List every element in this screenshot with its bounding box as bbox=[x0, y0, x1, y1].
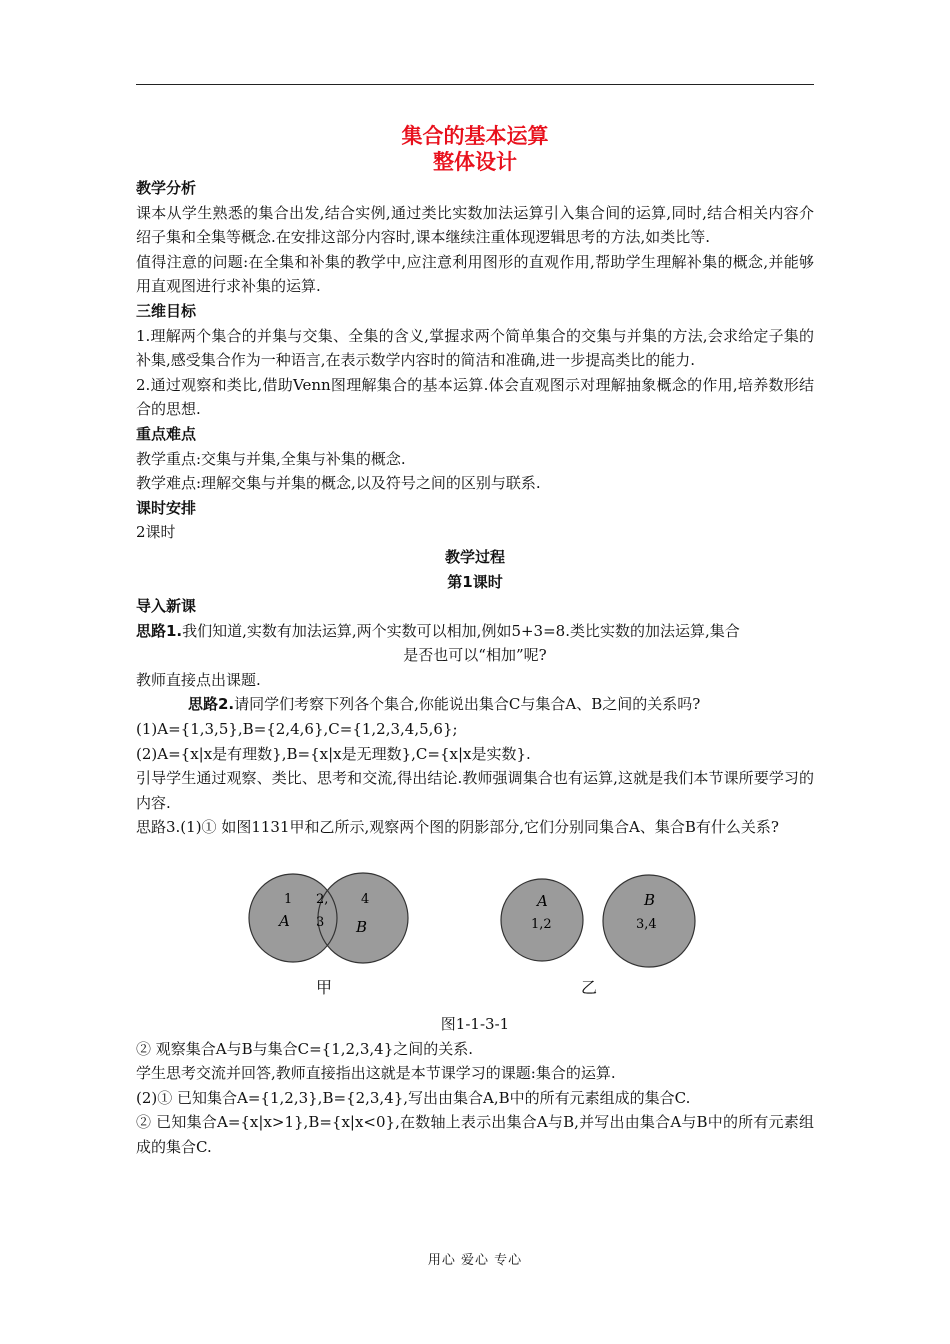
section-heading-key: 重点难点 bbox=[136, 424, 197, 443]
document-subtitle: 整体设计 bbox=[433, 150, 517, 174]
venn-figure bbox=[136, 840, 814, 1008]
idea-3-paragraph: 思路3.(1)① 如图1131甲和乙所示,观察两个图的阴影部分,它们分别同集合A、集合B有什么关系? bbox=[136, 818, 779, 837]
set-example-1: (1)A={1,3,5},B={2,4,6},C={1,2,3,4,5,6}; bbox=[136, 720, 458, 739]
section-heading-analysis: 教学分析 bbox=[136, 179, 197, 197]
venn-diagrams bbox=[136, 840, 814, 1008]
venn-right-a-name: A bbox=[537, 892, 548, 911]
section-heading-process: 教学过程 bbox=[444, 547, 505, 566]
analysis-paragraph-2: 值得注意的问题:在全集和补集的教学中,应注意利用图形的直观作用,帮助学生理解补集的概念,并能够用直观图进行求补集的运算. bbox=[136, 252, 814, 296]
page-footer: 用心 爱心 专心 bbox=[427, 1253, 523, 1268]
section-heading-goals: 三维目标 bbox=[136, 301, 197, 320]
section-heading-hours: 课时安排 bbox=[136, 498, 197, 517]
venn-left-b-name: B bbox=[356, 918, 368, 937]
venn-right-a-values: 1,2 bbox=[531, 917, 552, 933]
after-figure-2: 学生思考交流并回答,教师直接指出这就是本节课学习的课题:集合的运算. bbox=[136, 1064, 616, 1083]
key-point: 教学重点:交集与并集,全集与补集的概念. bbox=[136, 449, 406, 468]
venn-left-group bbox=[249, 873, 408, 963]
figure-caption: 图1-1-3-1 bbox=[440, 1015, 510, 1034]
guide-paragraph: 引导学生通过观察、类比、思考和交流,得出结论.教师强调集合也有运算,这就是我们本节课所要学习的内容. bbox=[136, 769, 814, 812]
venn-right-b-name: B bbox=[644, 891, 656, 910]
lesson-heading: 第1课时 bbox=[447, 572, 503, 591]
idea-1-paragraph bbox=[136, 619, 814, 644]
goals-paragraph-1: 1.理解两个集合的并集与交集、全集的含义,掌握求两个简单集合的交集与并集的方法,会求给定子集的补集,感受集合作为一种语言,在表示数学内容时的简洁和准确,进一步提高类比的能力. bbox=[136, 326, 814, 370]
hours-value: 2课时 bbox=[136, 523, 176, 542]
document-body bbox=[136, 176, 814, 1160]
venn-left-a-number: 1 bbox=[284, 892, 293, 908]
venn-overlap-a: 2, bbox=[316, 892, 329, 908]
venn-right-b-values: 3,4 bbox=[636, 917, 657, 933]
analysis-paragraph-1: 课本从学生熟悉的集合出发,结合实例,通过类比实数加法运算引入集合间的运算,同时,结合相关内容介绍子集和全集等概念.在安排这部分内容时,课本继续注重体现逻辑思考的方法,如类比等. bbox=[136, 203, 814, 247]
after-figure-3: (2)① 已知集合A={1,2,3},B={2,3,4},写出由集合A,B中的所有元素组成的集合C. bbox=[136, 1088, 691, 1107]
idea-1-text: 我们知道,实数有加法运算,两个实数可以相加,例如5+3=8.类比实数的加法运算,集合 bbox=[182, 621, 740, 640]
header-rule bbox=[136, 84, 814, 85]
venn-left-b-number: 4 bbox=[361, 892, 370, 908]
section-heading-intro: 导入新课 bbox=[136, 597, 197, 616]
idea-2-paragraph bbox=[136, 692, 814, 717]
after-figure-4: ② 已知集合A={x|x>1},B={x|x<0},在数轴上表示出集合A与B,并写出由集合A与B中的所有元素组成的集合C. bbox=[136, 1113, 814, 1156]
idea-1-text-continued: 是否也可以“相加”呢? bbox=[403, 646, 547, 665]
set-example-2: (2)A={x|x是有理数},B={x|x是无理数},C={x|x是实数}. bbox=[136, 744, 531, 763]
venn-left-a-name: A bbox=[279, 912, 290, 931]
goals-paragraph-2: 2.通过观察和类比,借助Venn图理解集合的基本运算.体会直观图示对理解抽象概念的作用,培养数形结合的思想. bbox=[136, 375, 814, 419]
venn-overlap-b: 3 bbox=[316, 915, 325, 931]
idea-2-label: 思路2. bbox=[188, 695, 235, 714]
teacher-line: 教师直接点出课题. bbox=[136, 670, 261, 689]
difficult-point: 教学难点:理解交集与并集的概念,以及符号之间的区别与联系. bbox=[136, 474, 541, 493]
figure-label-left: 甲 bbox=[316, 978, 333, 998]
idea-2-text: 请同学们考察下列各个集合,你能说出集合C与集合A、B之间的关系吗? bbox=[234, 695, 701, 714]
figure-label-right: 乙 bbox=[581, 978, 598, 998]
idea-1-label: 思路1. bbox=[136, 621, 183, 640]
document-title: 集合的基本运算 bbox=[401, 124, 549, 148]
after-figure-1: ② 观察集合A与B与集合C={1,2,3,4}之间的关系. bbox=[136, 1039, 474, 1058]
